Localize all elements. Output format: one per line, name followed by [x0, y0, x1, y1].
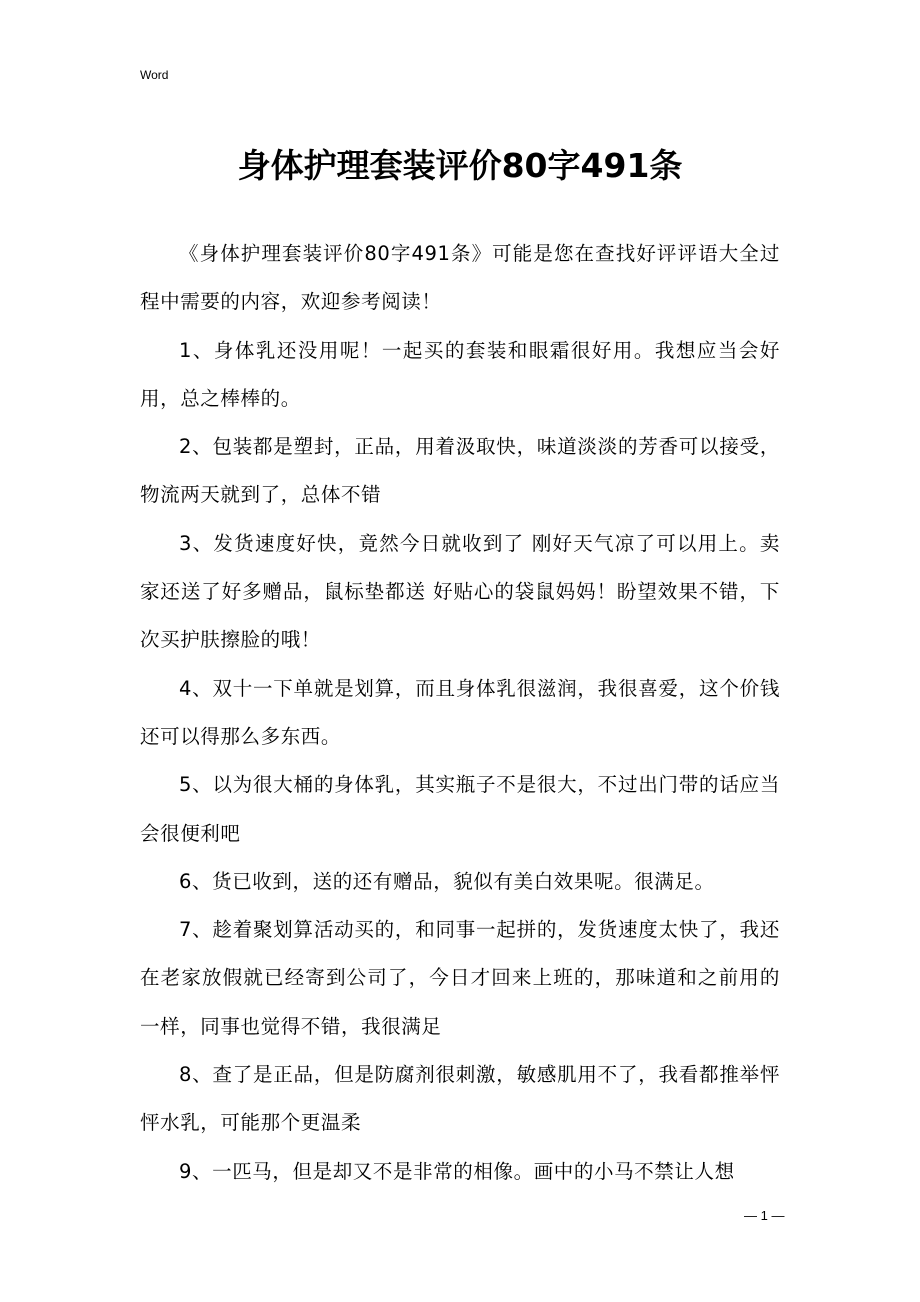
- page-number: — 1 —: [744, 1208, 785, 1223]
- document-title: 身体护理套装评价80字491条: [237, 146, 683, 185]
- review-item-6: 6、货已收到，送的还有赠品，貌似有美白效果呢。很满足。: [179, 869, 715, 893]
- review-item-5: 5、以为很大桶的身体乳，其实瓶子不是很大，不过出门带的话应当会很便利吧: [140, 773, 780, 845]
- review-item-4: 4、双十一下单就是划算，而且身体乳很滋润，我很喜爱，这个价钱还可以得那么多东西。: [140, 676, 780, 748]
- review-item-3: 3、发货速度好快，竟然今日就收到了 刚好天气凉了可以用上。卖家还送了好多赠品，鼠标垫都送 好贴心的袋鼠妈妈！盼望效果不错，下次买护肤擦脸的哦！: [140, 531, 780, 652]
- review-item-2: 2、包装都是塑封，正品，用着汲取快，味道淡淡的芳香可以接受，物流两天就到了，总体不错: [140, 435, 780, 507]
- review-item-8: 8、查了是正品，但是防腐剂很刺激，敏感肌用不了，我看都推举怦怦水乳，可能那个更温柔: [140, 1063, 780, 1135]
- intro-paragraph: 《身体护理套装评价80字491条》可能是您在查找好评评语大全过程中需要的内容，欢迎参考阅读！: [140, 242, 780, 314]
- review-item-9: 9、一匹马，但是却又不是非常的相像。画中的小马不禁让人想: [179, 1159, 735, 1183]
- header-label: Word: [140, 68, 169, 82]
- review-item-7: 7、趁着聚划算活动买的，和同事一起拼的，发货速度太快了，我还在老家放假就已经寄到公司了，今日才回来上班的，那味道和之前用的一样，同事也觉得不错，我很满足: [140, 918, 780, 1038]
- document-body: [140, 230, 780, 1196]
- review-item-1: 1、身体乳还没用呢！一起买的套装和眼霜很好用。我想应当会好用，总之棒棒的。: [140, 338, 780, 410]
